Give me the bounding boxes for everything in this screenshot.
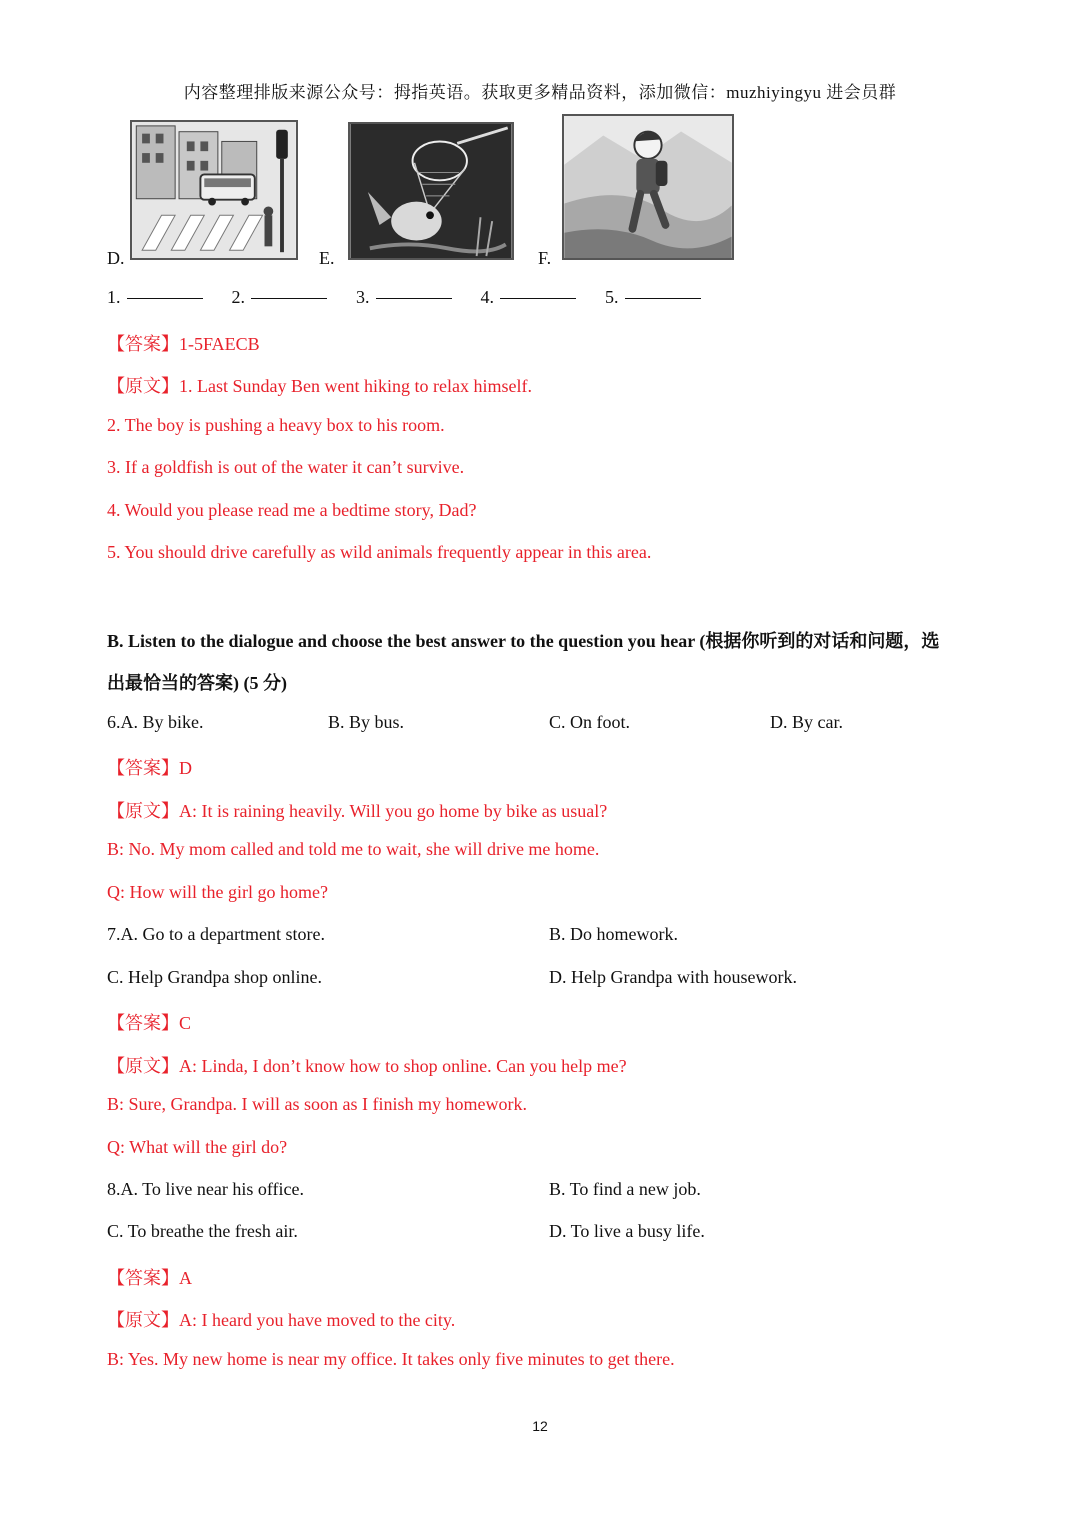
q8-transcript-2: B: Yes. My new home is near my office. It takes only five minutes to get there. (107, 1349, 675, 1369)
q7-answer (107, 1009, 191, 1035)
transcript-tag: 【原文】 (107, 1056, 179, 1076)
blank-label: 2. (231, 287, 245, 307)
q6-option-d[interactable]: D. By car. (770, 712, 843, 732)
q8-answer (107, 1264, 192, 1290)
q8-option-a[interactable]: 8.A. To live near his office. (107, 1179, 305, 1199)
blank-2[interactable] (251, 298, 327, 299)
picture-f (562, 114, 734, 260)
picture-d (130, 120, 298, 260)
answer-tag: 【答案】 (107, 334, 179, 354)
answer-blanks (107, 287, 701, 308)
q6-option-b[interactable]: B. By bus. (328, 712, 405, 732)
q8-transcript-1 (107, 1306, 455, 1332)
section-a-transcript-2: 2. The boy is pushing a heavy box to his room. (107, 415, 445, 435)
transcript-tag: 【原文】 (107, 1310, 179, 1330)
q7-transcript-1 (107, 1052, 627, 1078)
answer-tag: 【答案】 (107, 758, 179, 778)
q6-option-a[interactable]: 6.A. By bike. (107, 712, 204, 732)
transcript-line: A: I heard you have moved to the city. (179, 1310, 456, 1330)
transcript-line: A: It is raining heavily. Will you go home by bike as usual? (179, 801, 608, 821)
transcript-line: 1. Last Sunday Ben went hiking to relax himself. (179, 376, 532, 396)
blank-label: 4. (480, 287, 494, 307)
section-a-transcript-4: 4. Would you please read me a bedtime story, Dad? (107, 500, 477, 520)
q7-option-b[interactable]: B. Do homework. (549, 924, 678, 944)
q6-transcript-3: Q: How will the girl go home? (107, 882, 328, 902)
q6-transcript-1 (107, 797, 607, 823)
boy-hiking-icon (564, 116, 732, 258)
q8-option-c[interactable]: C. To breathe the fresh air. (107, 1221, 298, 1241)
q7-option-c[interactable]: C. Help Grandpa shop online. (107, 967, 322, 987)
answer-value: D (179, 758, 192, 778)
answer-value: 1-5FAECB (179, 334, 260, 354)
blank-4[interactable] (500, 298, 576, 299)
q7-option-a[interactable]: 7.A. Go to a department store. (107, 924, 325, 944)
answer-value: A (179, 1268, 192, 1288)
section-a-transcript-5: 5. You should drive carefully as wild animals frequently appear in this area. (107, 542, 652, 562)
blank-label: 3. (356, 287, 370, 307)
q8-option-d[interactable]: D. To live a busy life. (549, 1221, 705, 1241)
blank-1[interactable] (127, 298, 203, 299)
section-b-heading-1: B. Listen to the dialogue and choose the best answer to the question you hear (根据你听到的对话和问题，选 (107, 631, 940, 651)
transcript-tag: 【原文】 (107, 376, 179, 396)
section-a-transcript-3: 3. If a goldfish is out of the water it can’t survive. (107, 457, 465, 477)
blank-3[interactable] (376, 298, 452, 299)
street-crossing-icon (132, 122, 296, 258)
q7-option-d[interactable]: D. Help Grandpa with housework. (549, 967, 797, 987)
q6-transcript-2: B: No. My mom called and told me to wait, she will drive me home. (107, 839, 600, 859)
picture-e (348, 122, 514, 260)
goldfish-net-icon (350, 124, 512, 258)
answer-value: C (179, 1013, 192, 1033)
page-number: 12 (532, 1418, 548, 1434)
q8-option-b[interactable]: B. To find a new job. (549, 1179, 701, 1199)
transcript-tag: 【原文】 (107, 801, 179, 821)
answer-tag: 【答案】 (107, 1268, 179, 1288)
picture-f-label: F. (538, 248, 552, 268)
header-note: 内容整理排版来源公众号：拇指英语。获取更多精品资料，添加微信：muzhiyingyu 进会员群 (183, 83, 897, 102)
q7-transcript-3: Q: What will the girl do? (107, 1137, 288, 1157)
blank-label: 5. (605, 287, 619, 307)
section-b-heading-2: 出最恰当的答案) (5 分) (107, 673, 287, 693)
section-a-answer (107, 330, 260, 356)
picture-e-label: E. (319, 248, 335, 268)
q6-option-c[interactable]: C. On foot. (549, 712, 630, 732)
answer-tag: 【答案】 (107, 1013, 179, 1033)
blank-label: 1. (107, 287, 121, 307)
picture-d-label: D. (107, 248, 125, 268)
blank-5[interactable] (625, 298, 701, 299)
q6-answer (107, 754, 192, 780)
section-a-transcript-1 (107, 372, 532, 398)
transcript-line: A: Linda, I don’t know how to shop online. Can you help me? (179, 1056, 627, 1076)
q7-transcript-2: B: Sure, Grandpa. I will as soon as I finish my homework. (107, 1094, 527, 1114)
